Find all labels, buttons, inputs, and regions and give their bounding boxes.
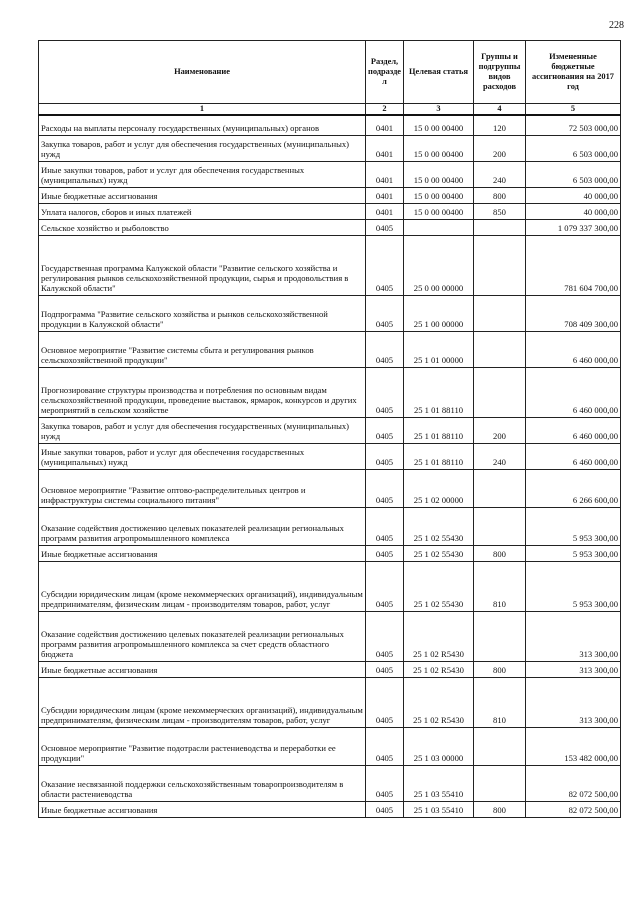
row-amount: 6 266 600,00: [526, 469, 621, 507]
row-amount: 40 000,00: [526, 203, 621, 219]
row-name: Иные бюджетные ассигнования: [39, 187, 366, 203]
row-name: Иные закупки товаров, работ и услуг для обеспечения государственных (муниципальных) нужд: [39, 161, 366, 187]
row-group: [474, 611, 526, 661]
row-amount: 781 604 700,00: [526, 235, 621, 295]
table-row: [39, 295, 621, 331]
row-group: 800: [474, 545, 526, 561]
row-section: 0401: [366, 187, 404, 203]
table-row: [39, 331, 621, 367]
row-amount: 6 460 000,00: [526, 367, 621, 417]
row-target: 25 1 02 R5430: [404, 677, 474, 727]
row-section: 0405: [366, 469, 404, 507]
row-target: 25 1 02 55430: [404, 545, 474, 561]
row-target: 25 1 01 88110: [404, 367, 474, 417]
row-amount: 40 000,00: [526, 187, 621, 203]
row-amount: 72 503 000,00: [526, 115, 621, 135]
row-amount: 313 300,00: [526, 611, 621, 661]
row-section: 0405: [366, 235, 404, 295]
row-group: 240: [474, 443, 526, 469]
row-name: Подпрограмма "Развитие сельского хозяйства и рынков сельскохозяйственной продукции в Калужской области": [39, 295, 366, 331]
row-amount: 6 503 000,00: [526, 135, 621, 161]
row-amount: 153 482 000,00: [526, 727, 621, 765]
row-name: Основное мероприятие "Развитие оптово-распределительных центров и инфраструктуры системы социального питания": [39, 469, 366, 507]
row-target: 25 1 00 00000: [404, 295, 474, 331]
budget-table: [38, 40, 621, 818]
row-group: [474, 331, 526, 367]
column-number: 5: [526, 104, 621, 116]
row-group: [474, 727, 526, 765]
header-row: [39, 41, 621, 104]
row-group: 200: [474, 417, 526, 443]
column-number: 1: [39, 104, 366, 116]
row-amount: 5 953 300,00: [526, 545, 621, 561]
row-name: Государственная программа Калужской области "Развитие сельского хозяйства и регулирования рынков сельскохозяйственной продукции, сырья и продовольствия в Калужской области": [39, 235, 366, 295]
table-body: [39, 115, 621, 817]
header-target: Целевая статья: [404, 41, 474, 104]
row-section: 0405: [366, 611, 404, 661]
row-section: 0405: [366, 219, 404, 235]
row-group: [474, 765, 526, 801]
row-section: 0405: [366, 801, 404, 817]
row-target: 25 1 02 55430: [404, 507, 474, 545]
header-groups: Группы и подгруппы видов расходов: [474, 41, 526, 104]
table-row: [39, 417, 621, 443]
row-group: 800: [474, 187, 526, 203]
row-target: 25 1 01 88110: [404, 417, 474, 443]
row-section: 0405: [366, 661, 404, 677]
row-section: 0405: [366, 561, 404, 611]
column-number: 2: [366, 104, 404, 116]
row-target: 15 0 00 00400: [404, 187, 474, 203]
table-row: [39, 727, 621, 765]
header-amount: Измененные бюджетные ассигнования на 2017 год: [526, 41, 621, 104]
row-target: 25 1 01 88110: [404, 443, 474, 469]
row-section: 0405: [366, 417, 404, 443]
row-target: 15 0 00 00400: [404, 161, 474, 187]
table-row: [39, 187, 621, 203]
row-amount: 313 300,00: [526, 677, 621, 727]
table-row: [39, 661, 621, 677]
row-group: [474, 295, 526, 331]
table-row: [39, 545, 621, 561]
column-number: 4: [474, 104, 526, 116]
table-row: [39, 203, 621, 219]
page-number: 228: [609, 20, 624, 31]
row-name: Оказание содействия достижению целевых показателей реализации региональных программ развития агропромышленного комплекса: [39, 507, 366, 545]
row-name: Субсидии юридическим лицам (кроме некоммерческих организаций), индивидуальным предпринимателям, физическим лицам - производителям товаров, работ, услуг: [39, 677, 366, 727]
row-group: 800: [474, 801, 526, 817]
table-row: [39, 469, 621, 507]
row-name: Иные бюджетные ассигнования: [39, 545, 366, 561]
row-group: [474, 235, 526, 295]
row-target: 25 0 00 00000: [404, 235, 474, 295]
table-row: [39, 367, 621, 417]
row-amount: 5 953 300,00: [526, 507, 621, 545]
row-target: 25 1 02 R5430: [404, 611, 474, 661]
row-target: 25 1 03 55410: [404, 801, 474, 817]
table-row: [39, 765, 621, 801]
row-target: 25 1 03 55410: [404, 765, 474, 801]
row-name: Закупка товаров, работ и услуг для обеспечения государственных (муниципальных) нужд: [39, 135, 366, 161]
row-name: Расходы на выплаты персоналу государственных (муниципальных) органов: [39, 115, 366, 135]
row-section: 0405: [366, 677, 404, 727]
row-section: 0401: [366, 203, 404, 219]
row-name: Иные закупки товаров, работ и услуг для обеспечения государственных (муниципальных) нужд: [39, 443, 366, 469]
row-section: 0405: [366, 443, 404, 469]
row-section: 0401: [366, 135, 404, 161]
row-section: 0401: [366, 161, 404, 187]
row-name: Основное мероприятие "Развитие системы сбыта и регулирования рынков сельскохозяйственной продукции": [39, 331, 366, 367]
row-section: 0405: [366, 765, 404, 801]
table-row: [39, 219, 621, 235]
table-row: [39, 161, 621, 187]
row-target: 25 1 03 00000: [404, 727, 474, 765]
row-section: 0405: [366, 545, 404, 561]
row-name: Иные бюджетные ассигнования: [39, 661, 366, 677]
row-section: 0401: [366, 115, 404, 135]
table-row: [39, 561, 621, 611]
row-section: 0405: [366, 331, 404, 367]
row-section: 0405: [366, 295, 404, 331]
table-row: [39, 443, 621, 469]
row-amount: 1 079 337 300,00: [526, 219, 621, 235]
row-group: [474, 367, 526, 417]
table-row: [39, 235, 621, 295]
row-target: 15 0 00 00400: [404, 203, 474, 219]
row-name: Оказание содействия достижению целевых показателей реализации региональных программ развития агропромышленного комплекса за счет средств областного бюджета: [39, 611, 366, 661]
row-name: Закупка товаров, работ и услуг для обеспечения государственных (муниципальных) нужд: [39, 417, 366, 443]
table-row: [39, 677, 621, 727]
row-name: Уплата налогов, сборов и иных платежей: [39, 203, 366, 219]
row-amount: 6 503 000,00: [526, 161, 621, 187]
row-target: 25 1 01 00000: [404, 331, 474, 367]
row-amount: 82 072 500,00: [526, 801, 621, 817]
row-section: 0405: [366, 727, 404, 765]
row-target: 15 0 00 00400: [404, 135, 474, 161]
row-name: Основное мероприятие "Развитие подотрасли растениеводства и переработки ее продукции": [39, 727, 366, 765]
header-section: Раздел, подразде л: [366, 41, 404, 104]
row-name: Сельское хозяйство и рыболовство: [39, 219, 366, 235]
row-group: 200: [474, 135, 526, 161]
row-group: 810: [474, 677, 526, 727]
row-name: Прогнозирование структуры производства и потребления по основным видам сельскохозяйственной продукции, проведение выставок, ярмарок, конкурсов и других мероприятий в сельском хозяйстве: [39, 367, 366, 417]
row-amount: 5 953 300,00: [526, 561, 621, 611]
row-target: [404, 219, 474, 235]
row-amount: 82 072 500,00: [526, 765, 621, 801]
row-target: 25 1 02 00000: [404, 469, 474, 507]
row-name: Оказание несвязанной поддержки сельскохозяйственным товаропроизводителям в области растениеводства: [39, 765, 366, 801]
table-row: [39, 115, 621, 135]
table-row: [39, 801, 621, 817]
row-target: 15 0 00 00400: [404, 115, 474, 135]
header-name: Наименование: [39, 41, 366, 104]
row-target: 25 1 02 55430: [404, 561, 474, 611]
row-group: 800: [474, 661, 526, 677]
table-row: [39, 135, 621, 161]
row-amount: 313 300,00: [526, 661, 621, 677]
table-row: [39, 507, 621, 545]
row-amount: 6 460 000,00: [526, 331, 621, 367]
row-group: 850: [474, 203, 526, 219]
row-target: 25 1 02 R5430: [404, 661, 474, 677]
column-number: 3: [404, 104, 474, 116]
row-name: Субсидии юридическим лицам (кроме некоммерческих организаций), индивидуальным предпринимателям, физическим лицам - производителям товаров, работ, услуг: [39, 561, 366, 611]
row-amount: 6 460 000,00: [526, 417, 621, 443]
row-section: 0405: [366, 367, 404, 417]
column-number-row: [39, 104, 621, 116]
row-section: 0405: [366, 507, 404, 545]
row-group: 120: [474, 115, 526, 135]
row-group: 240: [474, 161, 526, 187]
row-group: 810: [474, 561, 526, 611]
row-amount: 708 409 300,00: [526, 295, 621, 331]
row-group: [474, 507, 526, 545]
row-amount: 6 460 000,00: [526, 443, 621, 469]
table-row: [39, 611, 621, 661]
row-group: [474, 219, 526, 235]
row-group: [474, 469, 526, 507]
row-name: Иные бюджетные ассигнования: [39, 801, 366, 817]
